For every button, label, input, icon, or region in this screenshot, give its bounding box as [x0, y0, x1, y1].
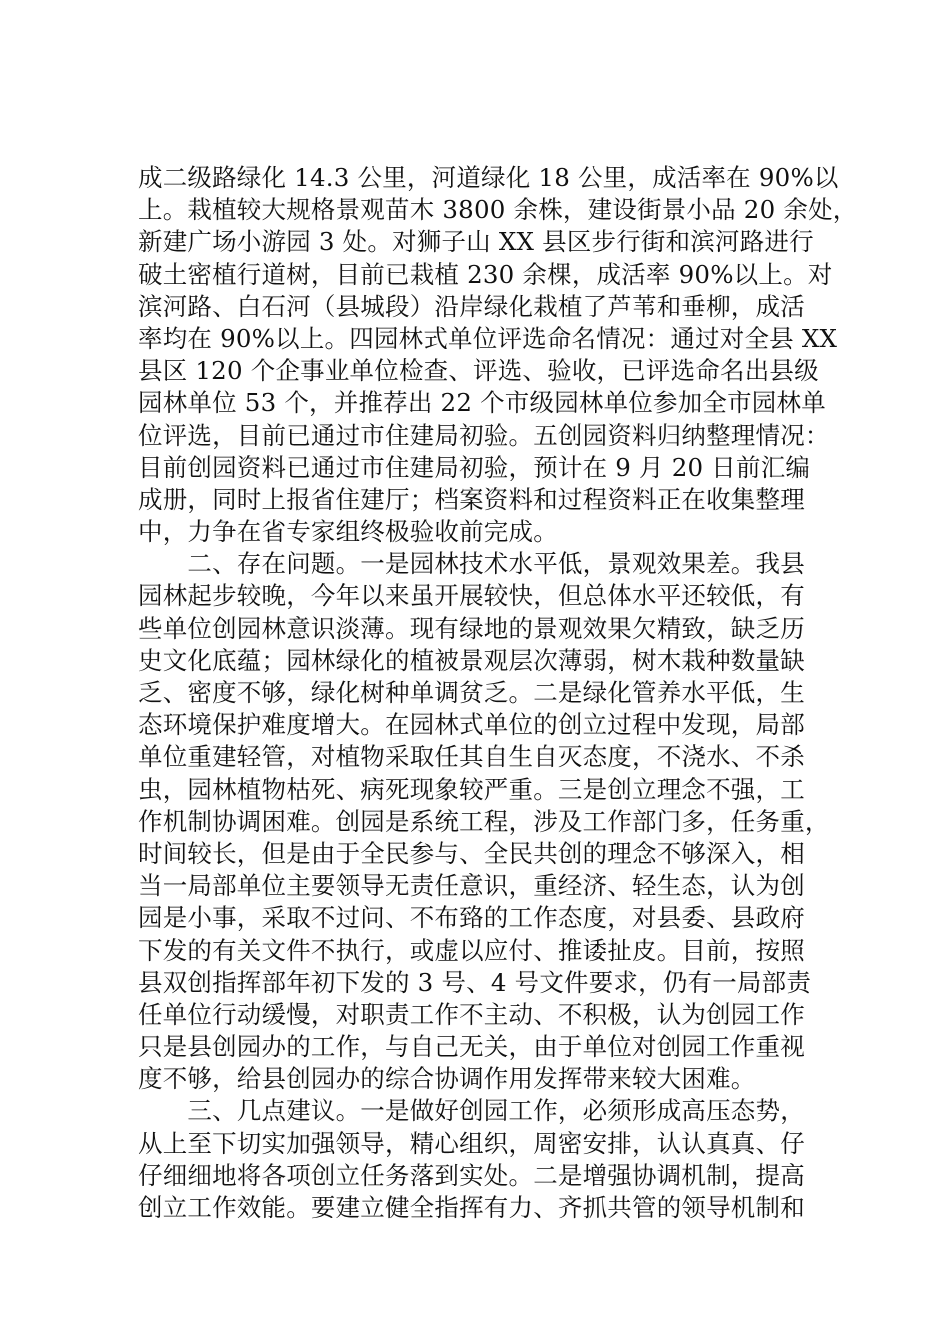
- paragraph-achievements: [138, 162, 858, 548]
- text-line: 仔细细地将各项创立任务落到实处。二是增强协调机制，提高: [138, 1160, 805, 1190]
- text-line: 作机制协调困难。创园是系统工程，涉及工作部门多，任务重，: [138, 806, 830, 836]
- text-line: 园林单位 53 个，并推荐出 22 个市级园林单位参加全市园林单: [138, 388, 826, 418]
- text-line: 三、几点建议。一是做好创园工作，必须形成高压态势，: [138, 1096, 805, 1126]
- paragraph-existing-problems: [138, 548, 838, 1095]
- text-line: 上。栽植较大规格景观苗木 3800 余株，建设街景小品 20 余处，: [138, 195, 858, 225]
- document-body: [138, 162, 858, 1224]
- text-line: 成册，同时上报省住建厅；档案资料和过程资料正在收集整理: [138, 484, 805, 514]
- text-line: 从上至下切实加强领导，精心组织，周密安排，认认真真、仔: [138, 1128, 805, 1158]
- text-line: 园林起步较晚，今年以来虽开展较快，但总体水平还较低，有: [138, 581, 805, 611]
- text-line: 史文化底蕴；园林绿化的植被景观层次薄弱，树木栽种数量缺: [138, 645, 805, 675]
- text-line: 态环境保护难度增大。在园林式单位的创立过程中发现，局部: [138, 710, 805, 740]
- text-line: 中，力争在省专家组终极验收前完成。: [138, 517, 558, 547]
- text-line: 下发的有关文件不执行，或虚以应付、推诿扯皮。目前，按照: [138, 935, 805, 965]
- text-line: 破土密植行道树，目前已栽植 230 余棵，成活率 90%以上。对: [138, 259, 833, 289]
- text-line: 单位重建轻管，对植物采取任其自生自灭态度，不浇水、不杀: [138, 742, 805, 772]
- text-line: 目前创园资料已通过市住建局初验，预计在 9 月 20 日前汇编: [138, 452, 811, 482]
- text-line: 县双创指挥部年初下发的 3 号、4 号文件要求，仍有一局部责: [138, 967, 812, 997]
- text-line: 位评选，目前已通过市住建局初验。五创园资料归纳整理情况：: [138, 420, 830, 450]
- text-line: 率均在 90%以上。四园林式单位评选命名情况：通过对全县 XX: [138, 323, 838, 353]
- text-line: 滨河路、白石河（县城段）沿岸绿化栽植了芦苇和垂柳，成活: [138, 291, 805, 321]
- text-line: 当一局部单位主要领导无责任意识，重经济、轻生态，认为创: [138, 871, 805, 901]
- text-line: 时间较长，但是由于全民参与、全民共创的理念不够深入，相: [138, 838, 805, 868]
- text-line: 县区 120 个企事业单位检查、评选、验收，已评选命名出县级: [138, 356, 819, 386]
- text-line: 些单位创园林意识淡薄。现有绿地的景观效果欠精致，缺乏历: [138, 613, 805, 643]
- text-line: 成二级路绿化 14.3 公里，河道绿化 18 公里，成活率在 90%以: [138, 163, 839, 192]
- text-line: 园是小事，采取不过问、不布臵的工作态度，对县委、县政府: [138, 903, 805, 933]
- text-line: 乏、密度不够，绿化树种单调贫乏。二是绿化管养水平低，生: [138, 678, 805, 707]
- text-line: 只是县创园办的工作，与自己无关，由于单位对创园工作重视: [138, 1032, 805, 1062]
- text-line: 度不够，给县创园办的综合协调作用发挥带来较大困难。: [138, 1064, 756, 1094]
- text-line: 任单位行动缓慢，对职责工作不主动、不积极，认为创园工作: [138, 999, 805, 1029]
- text-line: 创立工作效能。要建立健全指挥有力、齐抓共管的领导机制和: [138, 1193, 805, 1222]
- text-line: 二、存在问题。一是园林技术水平低，景观效果差。我县: [138, 549, 805, 579]
- paragraph-suggestions: [138, 1095, 838, 1224]
- text-line: 虫，园林植物枯死、病死现象较严重。三是创立理念不强，工: [138, 774, 805, 804]
- text-line: 新建广场小游园 3 处。对狮子山 XX 县区步行街和滨河路进行: [138, 227, 814, 257]
